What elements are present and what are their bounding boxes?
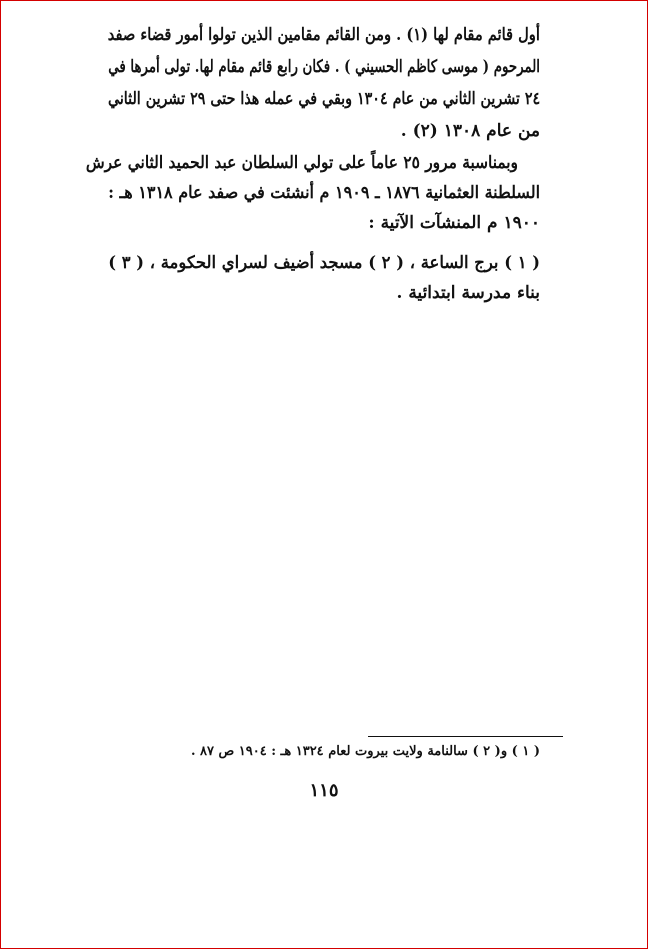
text-line: من عام ١٣٠٨ (٢) . (400, 121, 540, 141)
footnote: ( ١ ) و( ٢ ) سالنامة ولايت بيروت لعام ١٣٢٤ هـ : ١٩٠٤ ص ٨٧ . (190, 744, 540, 759)
text-line: ٢٤ تشرين الثاني من عام ١٣٠٤ وبقي في عمله هذا حتى ٢٩ تشرين الثاني (107, 89, 540, 109)
text-line: بناء مدرسة ابتدائية . (396, 283, 540, 303)
paragraph-3 (108, 248, 540, 308)
text-line: المرحوم ( موسى كاظم الحسيني ) . فكان رابع قائم مقام لها. تولى أمرها في (108, 57, 540, 77)
text-line: السلطنة العثمانية ١٨٧٦ ـ ١٩٠٩ م أنشئت في صفد عام ١٣١٨ هـ : (108, 183, 540, 203)
text-line: وبمناسبة مرور ٢٥ عاماً على تولي السلطان عبد الحميد الثاني عرش (85, 153, 518, 173)
text-line: أول قائم مقام لها (١) . ومن القائم مقامين الذين تولوا أمور قضاء صفد (107, 25, 540, 45)
text-line: ١٩٠٠ م المنشآت الآتية : (368, 213, 540, 233)
text-line: ( ١ ) برج الساعة ، ( ٢ ) مسجد أضيف لسراي الحكومة ، ( ٣ ) (108, 253, 540, 273)
page-number: ١١٥ (309, 780, 339, 801)
paragraph-1 (108, 20, 540, 140)
paragraph-2 (85, 148, 540, 238)
footnote-divider (368, 736, 563, 737)
